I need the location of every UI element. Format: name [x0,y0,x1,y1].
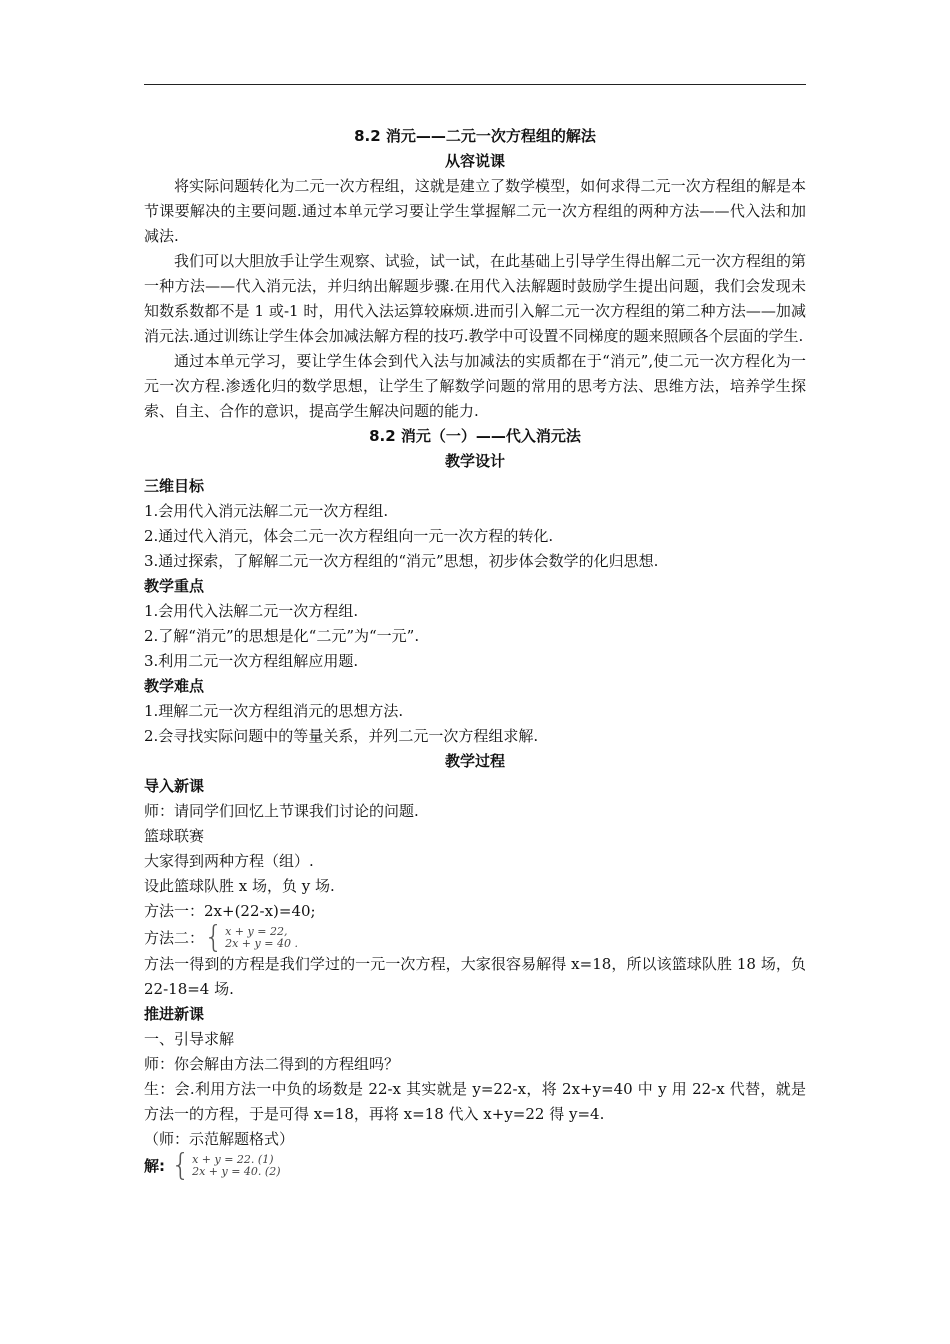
process-title: 教学过程 [444,752,505,770]
key-points-heading: 教学重点 [144,577,205,595]
key-point-item: 1.会用代入法解二元一次方程组. [144,602,359,620]
doc-subtitle: 从容说课 [444,152,505,170]
doc-title: 8.2 消元——二元一次方程组的解法 [354,127,596,145]
method2-equations [225,926,298,950]
intro-paragraph: 我们可以大胆放手让学生观察、试验，试一试，在此基础上引导学生得出解二元一次方程组的第一种方法——代入消元法，并归纳出解题步骤.在用代入法解题时鼓励学生提出问题，我们会发现未知数系数都不是 1 或-1 时，用代入法运算较麻烦.进而引入解二元一次方程组的第二种方法——加减消元法.通过训练让学生体会加减法解方程的技巧.教学中可设置不同梯度的题来照顾各个层面的学生. [144,252,806,345]
intro-lesson-line: 方法一：2x+(22-x)=40; [144,902,316,920]
goal-item: 1.会用代入消元法解二元一次方程组. [144,502,389,520]
new-lesson-line: 一、引导求解 [144,1030,235,1048]
goal-item: 3.通过探索，了解解二元一次方程组的“消元”思想，初步体会数学的化归思想. [144,552,659,570]
difficulty-item: 1.理解二元一次方程组消元的思想方法. [144,702,404,720]
document-body [144,124,806,1183]
solution-row [144,1148,806,1183]
difficulty-item: 2.会寻找实际问题中的等量关系，并列二元一次方程组求解. [144,727,539,745]
intro-lesson-heading: 导入新课 [144,777,205,795]
new-lesson-heading: 推进新课 [144,1005,205,1023]
left-brace-icon: { [171,1148,191,1183]
teacher-note: （师：示范解题格式） [144,1130,295,1148]
solution-equations [192,1154,280,1178]
intro-lesson-line: 篮球联赛 [144,827,205,845]
intro-lesson-conclusion: 方法一得到的方程是我们学过的一元一次方程，大家很容易解得 x=18，所以该篮球队胜 18 场，负 22-18=4 场. [144,955,806,998]
goals-heading: 三维目标 [144,477,205,495]
key-point-item: 2.了解“消元”的思想是化“二元”为“一元”. [144,627,420,645]
section-subtitle: 教学设计 [444,452,505,470]
new-lesson-line: 师：你会解由方法二得到的方程组吗？ [144,1055,400,1073]
difficulties-heading: 教学难点 [144,677,205,695]
key-point-item: 3.利用二元一次方程组解应用题. [144,652,359,670]
equation-line: 2x + y = 40. (2) [192,1165,281,1178]
intro-lesson-line: 设此篮球队胜 x 场，负 y 场. [144,877,335,895]
equation-line: x + y = 22. (1) [192,1153,274,1166]
intro-paragraph: 通过本单元学习，要让学生体会到代入法与加减法的实质都在于“消元”,使二元一次方程化为一元一次方程.渗透化归的数学思想，让学生了解数学问题的常用的思考方法、思维方法，培养学生探索、自主、合作的意识，提高学生解决问题的能力. [144,352,806,420]
intro-paragraph: 将实际问题转化为二元一次方程组，这就是建立了数学模型，如何求得二元一次方程组的解是本节课要解决的主要问题.通过本单元学习要让学生掌握解二元一次方程组的两种方法——代入法和加减法. [144,177,806,245]
equation-line: 2x + y = 40 . [225,937,298,950]
left-brace-icon: { [204,920,224,955]
method2-row [144,920,806,955]
intro-lesson-line: 师：请同学们回忆上节课我们讨论的问题. [144,802,419,820]
header-rule [144,84,806,85]
student-answer: 生：会.利用方法一中负的场数是 22-x 其实就是 y=22-x，将 2x+y=40 中 y 用 22-x 代替，就是方法一的方程，于是可得 x=18，再将 x=18 代入 x+y=22 得 y=4. [144,1080,806,1123]
solution-label: 解: [144,1156,165,1175]
intro-lesson-line: 大家得到两种方程（组）. [144,852,314,870]
method2-label: 方法二： [144,928,205,947]
goal-item: 2.通过代入消元，体会二元一次方程组向一元一次方程的转化. [144,527,554,545]
equation-line: x + y = 22, [225,925,288,938]
section-title: 8.2 消元（一）——代入消元法 [369,427,581,445]
